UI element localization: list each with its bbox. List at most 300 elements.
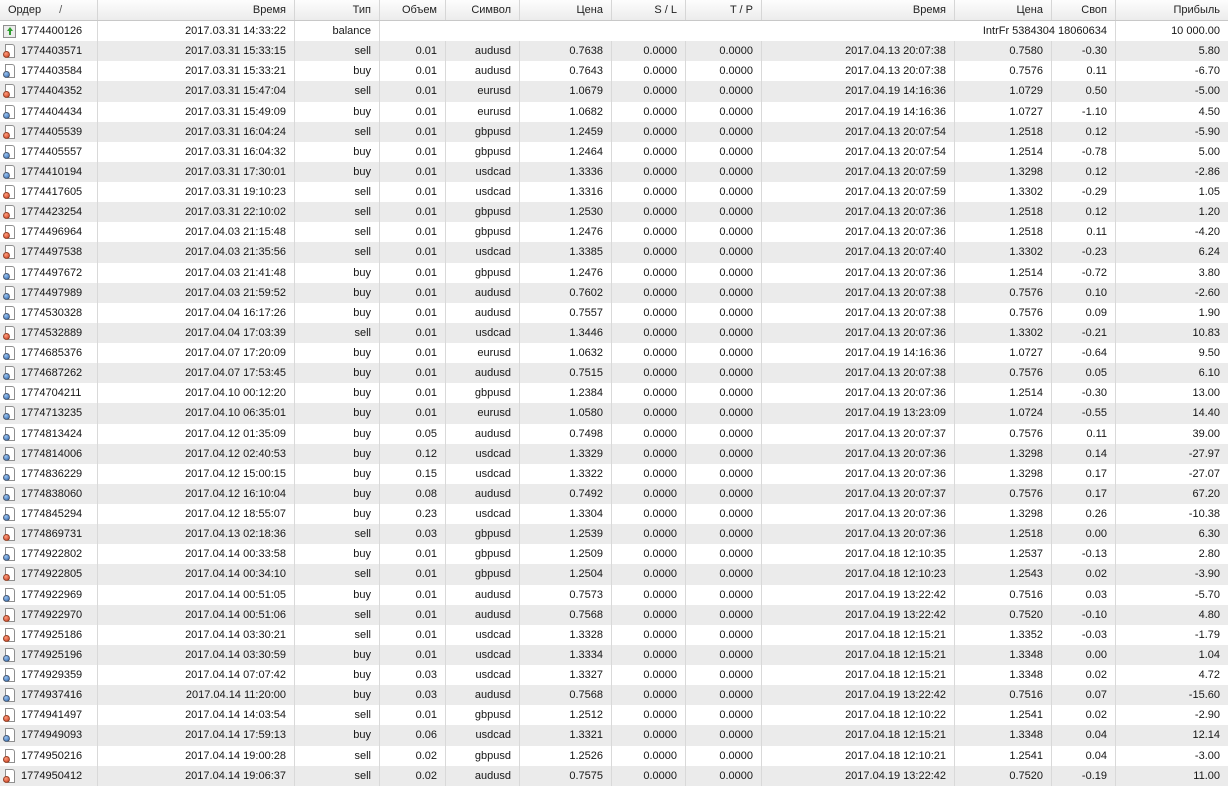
cell-tp: 0.0000 bbox=[686, 41, 762, 61]
cell-symbol: gbpusd bbox=[446, 564, 520, 584]
cell-order bbox=[0, 162, 98, 182]
cell-tp: 0.0000 bbox=[686, 585, 762, 605]
cell-swap: 0.26 bbox=[1052, 504, 1116, 524]
cell-tp: 0.0000 bbox=[686, 403, 762, 423]
cell-open-time: 2017.03.31 19:10:23 bbox=[98, 182, 295, 202]
sell-dot bbox=[3, 132, 10, 139]
cell-open-price: 0.7557 bbox=[520, 303, 612, 323]
cell-sl: 0.0000 bbox=[612, 585, 686, 605]
cell-sl: 0.0000 bbox=[612, 705, 686, 725]
cell-close-price: 1.0729 bbox=[955, 81, 1052, 101]
table-header bbox=[0, 0, 1228, 21]
cell-tp: 0.0000 bbox=[686, 323, 762, 343]
sell-order-icon bbox=[3, 769, 16, 783]
cell-close-price: 1.2541 bbox=[955, 705, 1052, 725]
balance-arrow-icon bbox=[3, 25, 16, 38]
cell-type: buy bbox=[295, 403, 380, 423]
cell-swap: -0.30 bbox=[1052, 383, 1116, 403]
cell-close-time: 2017.04.13 20:07:36 bbox=[762, 524, 955, 544]
cell-open-time: 2017.04.03 21:41:48 bbox=[98, 263, 295, 283]
column-header-sl[interactable] bbox=[612, 0, 686, 20]
cell-order bbox=[0, 544, 98, 564]
cell-close-price: 1.3298 bbox=[955, 464, 1052, 484]
cell-sl: 0.0000 bbox=[612, 222, 686, 242]
cell-tp: 0.0000 bbox=[686, 142, 762, 162]
cell-tp: 0.0000 bbox=[686, 222, 762, 242]
cell-close-time: 2017.04.18 12:10:23 bbox=[762, 564, 955, 584]
column-header-volume[interactable] bbox=[380, 0, 446, 20]
cell-open-time: 2017.03.31 16:04:32 bbox=[98, 142, 295, 162]
cell-swap: 0.02 bbox=[1052, 564, 1116, 584]
cell-sl: 0.0000 bbox=[612, 665, 686, 685]
table-row[interactable] bbox=[0, 222, 1228, 242]
cell-open-time: 2017.04.03 21:35:56 bbox=[98, 242, 295, 262]
cell-volume: 0.01 bbox=[380, 222, 446, 242]
cell-symbol: audusd bbox=[446, 283, 520, 303]
cell-close-time: 2017.04.18 12:10:35 bbox=[762, 544, 955, 564]
table-row[interactable] bbox=[0, 705, 1228, 725]
cell-sl: 0.0000 bbox=[612, 202, 686, 222]
order-number: 1774497538 bbox=[21, 246, 83, 259]
cell-sl: 0.0000 bbox=[612, 504, 686, 524]
table-body bbox=[0, 21, 1228, 786]
cell-volume: 0.01 bbox=[380, 705, 446, 725]
cell-swap: 0.07 bbox=[1052, 685, 1116, 705]
cell-close-time: 2017.04.13 20:07:38 bbox=[762, 303, 955, 323]
cell-sl: 0.0000 bbox=[612, 102, 686, 122]
cell-type: buy bbox=[295, 383, 380, 403]
cell-open-time: 2017.04.14 19:00:28 bbox=[98, 746, 295, 766]
cell-close-price: 0.7516 bbox=[955, 685, 1052, 705]
cell-open-time: 2017.04.03 21:15:48 bbox=[98, 222, 295, 242]
cell-close-time: 2017.04.19 13:22:42 bbox=[762, 585, 955, 605]
cell-close-price: 0.7576 bbox=[955, 61, 1052, 81]
cell-open-price: 1.2476 bbox=[520, 263, 612, 283]
cell-close-price: 0.7576 bbox=[955, 283, 1052, 303]
cell-order bbox=[0, 524, 98, 544]
cell-symbol: usdcad bbox=[446, 162, 520, 182]
cell-tp: 0.0000 bbox=[686, 665, 762, 685]
cell-open-time: 2017.04.14 14:03:54 bbox=[98, 705, 295, 725]
column-header-label: Прибыль bbox=[1173, 4, 1220, 16]
cell-close-time: 2017.04.13 20:07:36 bbox=[762, 263, 955, 283]
table-row[interactable] bbox=[0, 41, 1228, 61]
order-number: 1774941497 bbox=[21, 709, 83, 722]
cell-type: buy bbox=[295, 102, 380, 122]
table-row[interactable] bbox=[0, 464, 1228, 484]
cell-symbol: gbpusd bbox=[446, 222, 520, 242]
cell-tp: 0.0000 bbox=[686, 202, 762, 222]
cell-close-time: 2017.04.19 13:23:09 bbox=[762, 403, 955, 423]
cell-volume: 0.01 bbox=[380, 81, 446, 101]
cell-order bbox=[0, 142, 98, 162]
table-row[interactable] bbox=[0, 81, 1228, 101]
cell-tp: 0.0000 bbox=[686, 61, 762, 81]
sell-order-icon bbox=[3, 125, 16, 139]
cell-profit: 5.80 bbox=[1198, 45, 1220, 58]
buy-order-icon bbox=[3, 668, 16, 682]
cell-volume: 0.01 bbox=[380, 263, 446, 283]
cell-volume: 0.01 bbox=[380, 242, 446, 262]
table-row[interactable] bbox=[0, 725, 1228, 745]
cell-tp: 0.0000 bbox=[686, 524, 762, 544]
cell-volume: 0.01 bbox=[380, 283, 446, 303]
cell-close-price: 1.3302 bbox=[955, 323, 1052, 343]
cell-sl: 0.0000 bbox=[612, 645, 686, 665]
cell-close-price: 1.3348 bbox=[955, 645, 1052, 665]
cell-type: buy bbox=[295, 685, 380, 705]
cell-tp: 0.0000 bbox=[686, 102, 762, 122]
cell-open-price: 0.7638 bbox=[520, 41, 612, 61]
table-row[interactable] bbox=[0, 403, 1228, 423]
cell-close-price: 0.7576 bbox=[955, 303, 1052, 323]
cell-order bbox=[0, 464, 98, 484]
cell-open-time: 2017.04.12 15:00:15 bbox=[98, 464, 295, 484]
buy-order-icon bbox=[3, 406, 16, 420]
cell-profit: 14.40 bbox=[1192, 407, 1220, 420]
cell-profit: -2.90 bbox=[1194, 709, 1220, 722]
cell-symbol: audusd bbox=[446, 605, 520, 625]
cell-open-price: 0.7575 bbox=[520, 766, 612, 786]
cell-tp: 0.0000 bbox=[686, 484, 762, 504]
cell-swap: -0.64 bbox=[1052, 343, 1116, 363]
buy-dot bbox=[3, 112, 10, 119]
cell-open-time: 2017.04.12 16:10:04 bbox=[98, 484, 295, 504]
cell-close-price: 1.2543 bbox=[955, 564, 1052, 584]
cell-volume: 0.23 bbox=[380, 504, 446, 524]
sell-dot bbox=[3, 756, 10, 763]
cell-symbol: eurusd bbox=[446, 343, 520, 363]
cell-type: buy bbox=[295, 424, 380, 444]
cell-swap: 0.09 bbox=[1052, 303, 1116, 323]
cell-tp: 0.0000 bbox=[686, 283, 762, 303]
table-row[interactable] bbox=[0, 102, 1228, 122]
column-header-close-time[interactable] bbox=[762, 0, 955, 20]
cell-close-price: 1.2514 bbox=[955, 383, 1052, 403]
cell-open-time: 2017.04.14 00:51:05 bbox=[98, 585, 295, 605]
sort-indicator-icon: / bbox=[59, 4, 63, 16]
cell-profit: -5.00 bbox=[1194, 85, 1220, 98]
cell-open-price: 1.0679 bbox=[520, 81, 612, 101]
cell-open-price: 1.2530 bbox=[520, 202, 612, 222]
table-row[interactable] bbox=[0, 746, 1228, 766]
cell-close-price: 0.7576 bbox=[955, 363, 1052, 383]
cell-order bbox=[0, 222, 98, 242]
buy-order-icon bbox=[3, 266, 16, 280]
cell-volume: 0.03 bbox=[380, 665, 446, 685]
sell-order-icon bbox=[3, 708, 16, 722]
cell-symbol: eurusd bbox=[446, 403, 520, 423]
cell-close-time: 2017.04.13 20:07:36 bbox=[762, 222, 955, 242]
cell-symbol: audusd bbox=[446, 303, 520, 323]
cell-close-price: 1.3302 bbox=[955, 182, 1052, 202]
cell-order bbox=[0, 182, 98, 202]
table-row[interactable] bbox=[0, 202, 1228, 222]
cell-close-time: 2017.04.13 20:07:36 bbox=[762, 323, 955, 343]
cell-symbol: audusd bbox=[446, 766, 520, 786]
cell-open-price: 1.2539 bbox=[520, 524, 612, 544]
cell-order bbox=[0, 645, 98, 665]
cell-symbol: usdcad bbox=[446, 645, 520, 665]
table-row[interactable] bbox=[0, 685, 1228, 705]
cell-open-price: 1.2459 bbox=[520, 122, 612, 142]
table-row[interactable] bbox=[0, 61, 1228, 81]
table-row[interactable] bbox=[0, 283, 1228, 303]
cell-type: sell bbox=[295, 605, 380, 625]
cell-close-price: 0.7520 bbox=[955, 605, 1052, 625]
cell-volume: 0.01 bbox=[380, 61, 446, 81]
cell-close-price: 1.0724 bbox=[955, 403, 1052, 423]
cell-close-time: 2017.04.19 14:16:36 bbox=[762, 81, 955, 101]
cell-tp: 0.0000 bbox=[686, 444, 762, 464]
cell-open-price: 0.7498 bbox=[520, 424, 612, 444]
cell-open-price: 1.3327 bbox=[520, 665, 612, 685]
cell-order bbox=[0, 766, 98, 786]
cell-close-time: 2017.04.13 20:07:59 bbox=[762, 182, 955, 202]
cell-volume: 0.06 bbox=[380, 725, 446, 745]
cell-volume: 0.01 bbox=[380, 544, 446, 564]
cell-volume: 0.01 bbox=[380, 102, 446, 122]
cell-swap: 0.11 bbox=[1052, 222, 1116, 242]
cell-sl: 0.0000 bbox=[612, 162, 686, 182]
cell-close-time: 2017.04.13 20:07:36 bbox=[762, 444, 955, 464]
buy-order-icon bbox=[3, 507, 16, 521]
buy-dot bbox=[3, 313, 10, 320]
cell-swap: -0.30 bbox=[1052, 41, 1116, 61]
cell-symbol: usdcad bbox=[446, 182, 520, 202]
cell-type: sell bbox=[295, 746, 380, 766]
cell-swap: -1.10 bbox=[1052, 102, 1116, 122]
cell-swap: 0.02 bbox=[1052, 665, 1116, 685]
cell-volume: 0.01 bbox=[380, 605, 446, 625]
cell-type: buy bbox=[295, 725, 380, 745]
cell-order bbox=[0, 202, 98, 222]
order-number: 1774417605 bbox=[21, 186, 83, 199]
table-row[interactable] bbox=[0, 625, 1228, 645]
order-number: 1774405539 bbox=[21, 125, 83, 138]
cell-open-time: 2017.03.31 15:33:21 bbox=[98, 61, 295, 81]
table-row[interactable] bbox=[0, 605, 1228, 625]
cell-volume: 0.02 bbox=[380, 746, 446, 766]
cell-open-time: 2017.04.14 03:30:21 bbox=[98, 625, 295, 645]
column-header-label: Тип bbox=[352, 4, 371, 16]
cell-open-price: 1.3446 bbox=[520, 323, 612, 343]
cell-type: sell bbox=[295, 122, 380, 142]
buy-order-icon bbox=[3, 105, 16, 119]
table-row[interactable] bbox=[0, 524, 1228, 544]
cell-close-price: 0.7520 bbox=[955, 766, 1052, 786]
buy-dot bbox=[3, 514, 10, 521]
order-number: 1774925196 bbox=[21, 648, 83, 661]
table-row[interactable] bbox=[0, 122, 1228, 142]
cell-symbol: gbpusd bbox=[446, 383, 520, 403]
sell-order-icon bbox=[3, 185, 16, 199]
table-row[interactable] bbox=[0, 544, 1228, 564]
cell-close-price: 1.2518 bbox=[955, 524, 1052, 544]
cell-open-time: 2017.04.04 16:17:26 bbox=[98, 303, 295, 323]
cell-sl: 0.0000 bbox=[612, 605, 686, 625]
table-row[interactable] bbox=[0, 665, 1228, 685]
cell-swap: -0.10 bbox=[1052, 605, 1116, 625]
cell-close-price: 1.3298 bbox=[955, 504, 1052, 524]
cell-swap: 0.03 bbox=[1052, 585, 1116, 605]
order-number: 1774937416 bbox=[21, 689, 83, 702]
buy-order-icon bbox=[3, 145, 16, 159]
table-row[interactable] bbox=[0, 323, 1228, 343]
cell-close-price: 1.2518 bbox=[955, 222, 1052, 242]
cell-profit: 10 000.00 bbox=[1171, 25, 1220, 38]
cell-tp: 0.0000 bbox=[686, 81, 762, 101]
cell-open-time: 2017.04.07 17:20:09 bbox=[98, 343, 295, 363]
cell-swap: 0.02 bbox=[1052, 705, 1116, 725]
table-row-balance[interactable] bbox=[0, 21, 1228, 41]
cell-swap: 0.00 bbox=[1052, 524, 1116, 544]
cell-swap: 0.12 bbox=[1052, 122, 1116, 142]
column-header-symbol[interactable] bbox=[446, 0, 520, 20]
table-row[interactable] bbox=[0, 343, 1228, 363]
cell-type: sell bbox=[295, 41, 380, 61]
cell-open-time: 2017.04.12 02:40:53 bbox=[98, 444, 295, 464]
cell-open-price: 1.2504 bbox=[520, 564, 612, 584]
cell-tp: 0.0000 bbox=[686, 685, 762, 705]
cell-close-time: 2017.04.13 20:07:38 bbox=[762, 61, 955, 81]
cell-swap: 0.10 bbox=[1052, 283, 1116, 303]
buy-order-icon bbox=[3, 728, 16, 742]
cell-close-time: 2017.04.13 20:07:36 bbox=[762, 383, 955, 403]
cell-close-time: 2017.04.13 20:07:36 bbox=[762, 202, 955, 222]
cell-volume: 0.01 bbox=[380, 142, 446, 162]
cell-open-price: 1.3334 bbox=[520, 645, 612, 665]
sell-order-icon bbox=[3, 44, 16, 58]
cell-tp: 0.0000 bbox=[686, 705, 762, 725]
cell-sl: 0.0000 bbox=[612, 283, 686, 303]
buy-dot bbox=[3, 494, 10, 501]
cell-close-price: 1.0727 bbox=[955, 343, 1052, 363]
column-header-close-price[interactable] bbox=[955, 0, 1052, 20]
cell-profit: 1.04 bbox=[1198, 648, 1220, 661]
order-number: 1774403571 bbox=[21, 45, 83, 58]
cell-type: buy bbox=[295, 142, 380, 162]
table-row[interactable] bbox=[0, 645, 1228, 665]
cell-profit: -27.07 bbox=[1188, 467, 1220, 480]
cell-tp: 0.0000 bbox=[686, 182, 762, 202]
cell-open-price: 0.7492 bbox=[520, 484, 612, 504]
cell-close-time: 2017.04.13 20:07:54 bbox=[762, 142, 955, 162]
cell-close-time: 2017.04.19 13:22:42 bbox=[762, 766, 955, 786]
cell-open-time: 2017.04.13 02:18:36 bbox=[98, 524, 295, 544]
sell-order-icon bbox=[3, 527, 16, 541]
column-header-swap[interactable] bbox=[1052, 0, 1116, 20]
cell-open-time: 2017.04.10 00:12:20 bbox=[98, 383, 295, 403]
cell-swap: 0.17 bbox=[1052, 464, 1116, 484]
order-number: 1774497672 bbox=[21, 266, 83, 279]
table-row[interactable] bbox=[0, 182, 1228, 202]
cell-symbol: gbpusd bbox=[446, 122, 520, 142]
cell-volume: 0.01 bbox=[380, 182, 446, 202]
order-number: 1774496964 bbox=[21, 226, 83, 239]
cell-open-time: 2017.04.14 11:20:00 bbox=[98, 685, 295, 705]
order-number: 1774929359 bbox=[21, 669, 83, 682]
column-header-open-time[interactable] bbox=[98, 0, 295, 20]
cell-swap: 0.14 bbox=[1052, 444, 1116, 464]
table-row[interactable] bbox=[0, 766, 1228, 786]
cell-profit: -2.60 bbox=[1194, 286, 1220, 299]
table-row[interactable] bbox=[0, 162, 1228, 182]
cell-profit: 6.30 bbox=[1198, 528, 1220, 541]
table-row[interactable] bbox=[0, 585, 1228, 605]
cell-type: balance bbox=[295, 21, 380, 41]
buy-order-icon bbox=[3, 306, 16, 320]
table-row[interactable] bbox=[0, 142, 1228, 162]
table-row[interactable] bbox=[0, 424, 1228, 444]
cell-sl: 0.0000 bbox=[612, 484, 686, 504]
cell-volume: 0.12 bbox=[380, 444, 446, 464]
cell-order bbox=[0, 61, 98, 81]
column-header-order[interactable] bbox=[0, 0, 98, 20]
buy-order-icon bbox=[3, 366, 16, 380]
cell-order bbox=[0, 484, 98, 504]
cell-symbol: eurusd bbox=[446, 81, 520, 101]
table-row[interactable] bbox=[0, 444, 1228, 464]
column-header-open-price[interactable] bbox=[520, 0, 612, 20]
cell-symbol: usdcad bbox=[446, 504, 520, 524]
cell-open-time: 2017.03.31 22:10:02 bbox=[98, 202, 295, 222]
table-row[interactable] bbox=[0, 363, 1228, 383]
table-row[interactable] bbox=[0, 303, 1228, 323]
cell-type: buy bbox=[295, 585, 380, 605]
cell-volume: 0.03 bbox=[380, 524, 446, 544]
cell-swap: 0.12 bbox=[1052, 162, 1116, 182]
cell-volume: 0.01 bbox=[380, 303, 446, 323]
buy-dot bbox=[3, 454, 10, 461]
cell-profit: 13.00 bbox=[1192, 387, 1220, 400]
cell-open-price: 1.3304 bbox=[520, 504, 612, 524]
cell-volume: 0.01 bbox=[380, 122, 446, 142]
cell-order bbox=[0, 605, 98, 625]
buy-dot bbox=[3, 434, 10, 441]
cell-symbol: audusd bbox=[446, 685, 520, 705]
cell-symbol: usdcad bbox=[446, 323, 520, 343]
sell-order-icon bbox=[3, 245, 16, 259]
buy-order-icon bbox=[3, 588, 16, 602]
table-row[interactable] bbox=[0, 242, 1228, 262]
cell-close-price: 0.7516 bbox=[955, 585, 1052, 605]
cell-type: sell bbox=[295, 242, 380, 262]
column-header-type[interactable] bbox=[295, 0, 380, 20]
cell-sl: 0.0000 bbox=[612, 444, 686, 464]
cell-volume: 0.01 bbox=[380, 323, 446, 343]
cell-tp: 0.0000 bbox=[686, 504, 762, 524]
order-number: 1774845294 bbox=[21, 508, 83, 521]
column-header-profit[interactable] bbox=[1116, 0, 1228, 20]
cell-type: buy bbox=[295, 162, 380, 182]
table-row[interactable] bbox=[0, 564, 1228, 584]
cell-swap: 0.11 bbox=[1052, 424, 1116, 444]
column-header-tp[interactable] bbox=[686, 0, 762, 20]
order-number: 1774704211 bbox=[21, 387, 82, 400]
cell-order bbox=[0, 21, 98, 41]
table-row[interactable] bbox=[0, 263, 1228, 283]
order-number: 1774405557 bbox=[21, 145, 83, 158]
cell-order bbox=[0, 283, 98, 303]
table-row[interactable] bbox=[0, 383, 1228, 403]
table-row[interactable] bbox=[0, 504, 1228, 524]
cell-open-time: 2017.03.31 16:04:24 bbox=[98, 122, 295, 142]
cell-profit: 10.83 bbox=[1192, 326, 1220, 339]
cell-type: sell bbox=[295, 323, 380, 343]
table-row[interactable] bbox=[0, 484, 1228, 504]
cell-close-time: 2017.04.13 20:07:37 bbox=[762, 484, 955, 504]
